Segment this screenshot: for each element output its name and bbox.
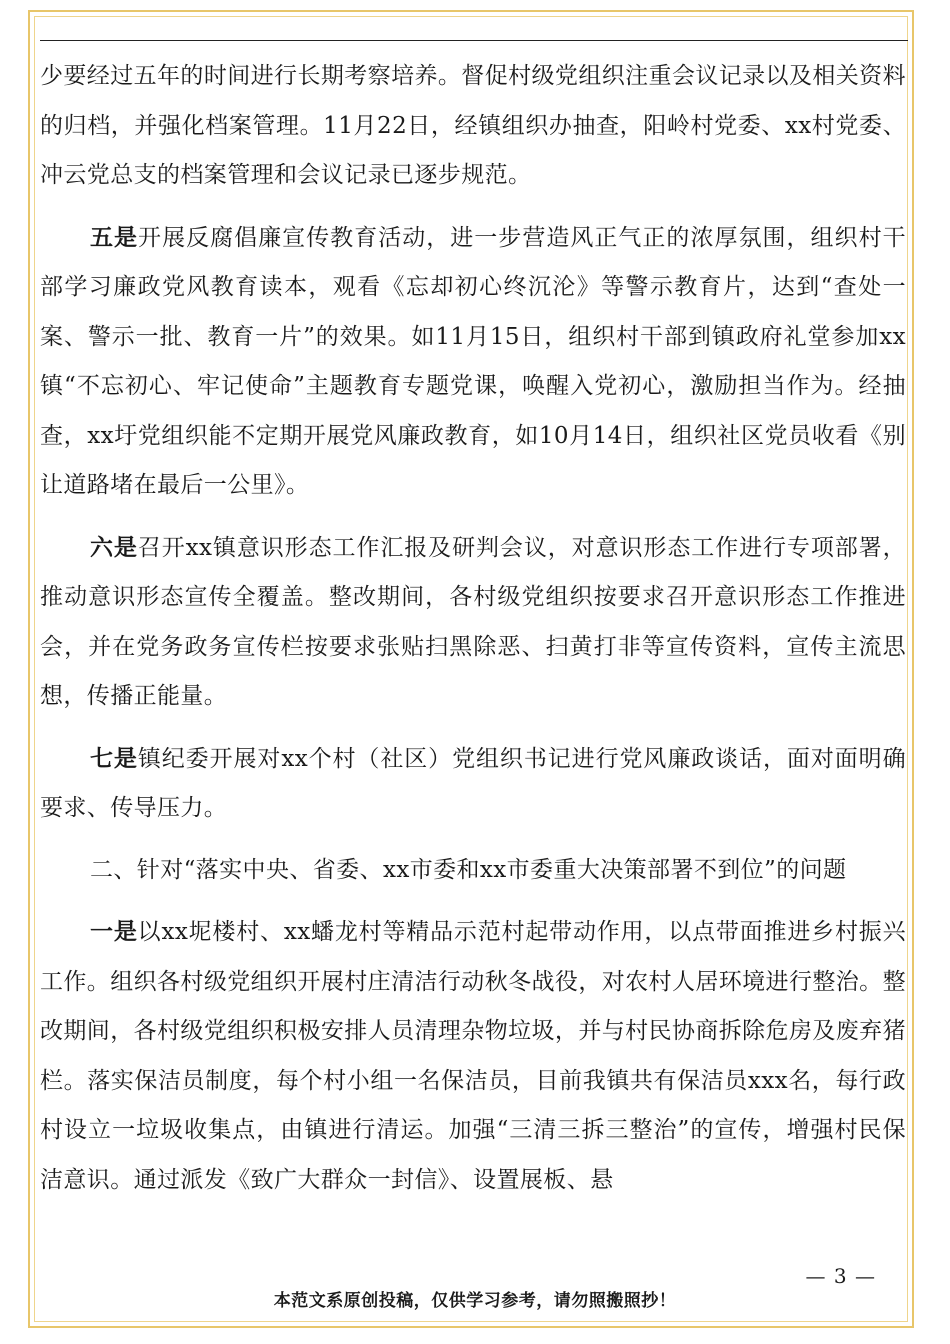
paragraph-text: 以xx坭楼村、xx蟠龙村等精品示范村起带动作用，以点带面推进乡村振兴工作。组织各村级党组织开展村庄清洁行动秋冬战役，对农村人居环境进行整治。整改期间，各村级党组织积极安排人员清理杂物垃圾，并与村民协商拆除危房及废弃猪栏。落实保洁员制度，每个村小组一名保洁员，目前我镇共有保洁员xxx名，每行政村设立一垃圾收集点，由镇进行清运。加强“三清三拆三整治”的宣传，增强村民保洁意识。通过派发《致广大群众一封信》、设置展板、悬 — [40, 919, 906, 1193]
paragraph-continued — [40, 52, 906, 201]
paragraph-text: 召开xx镇意识形态工作汇报及研判会议，对意识形态工作进行专项部署，推动意识形态宣传全覆盖。整改期间，各村级党组织按要求召开意识形态工作推进会，并在党务政务宣传栏按要求张贴扫黑除恶、扫黄打非等宣传资料，宣传主流思想，传播正能量。 — [40, 534, 906, 709]
footer-note: 本范文系原创投稿，仅供学习参考，请勿照搬照抄！ — [273, 1291, 677, 1311]
page-number: — 3 — — [805, 1264, 876, 1288]
header-rule — [40, 40, 908, 41]
section-heading-two — [40, 846, 906, 896]
paragraph-item-six — [40, 523, 906, 722]
paragraph-text: 开展反腐倡廉宣传教育活动，进一步营造风正气正的浓厚氛围，组织村干部学习廉政党风教育读本，观看《忘却初心终沉沦》等警示教育片，达到“查处一案、警示一批、教育一片”的效果。如11月15日，组织村干部到镇政府礼堂参加xx镇“不忘初心、牢记使命”主题教育专题党课，唤醒入党初心，激励担当作为。经抽查，xx圩党组织能不定期开展党风廉政教育，如10月14日，组织社区党员收看《别让道路堵在最后一公里》。 — [40, 224, 906, 498]
paragraph-lead: 一是 — [90, 918, 138, 945]
paragraph-lead: 六是 — [90, 533, 138, 561]
paragraph-item-one — [40, 907, 906, 1205]
paragraph-lead: 五是 — [90, 223, 139, 251]
paragraph-text: 镇纪委开展对xx个村（社区）党组织书记进行党风廉政谈话，面对面明确要求、传导压力。 — [40, 745, 906, 821]
document-body — [40, 52, 906, 1217]
paragraph-text: 少要经过五年的时间进行长期考察培养。督促村级党组织注重会议记录以及相关资料的归档，并强化档案管理。11月22日，经镇组织办抽查，阳岭村党委、xx村党委、冲云党总支的档案管理和会议记录已逐步规范。 — [40, 63, 906, 188]
paragraph-item-five — [40, 213, 906, 511]
paragraph-item-seven — [40, 734, 906, 834]
paragraph-lead: 七是 — [90, 744, 138, 772]
section-heading-text: 二、针对“落实中央、省委、xx市委和xx市委重大决策部署不到位”的问题 — [90, 856, 847, 883]
